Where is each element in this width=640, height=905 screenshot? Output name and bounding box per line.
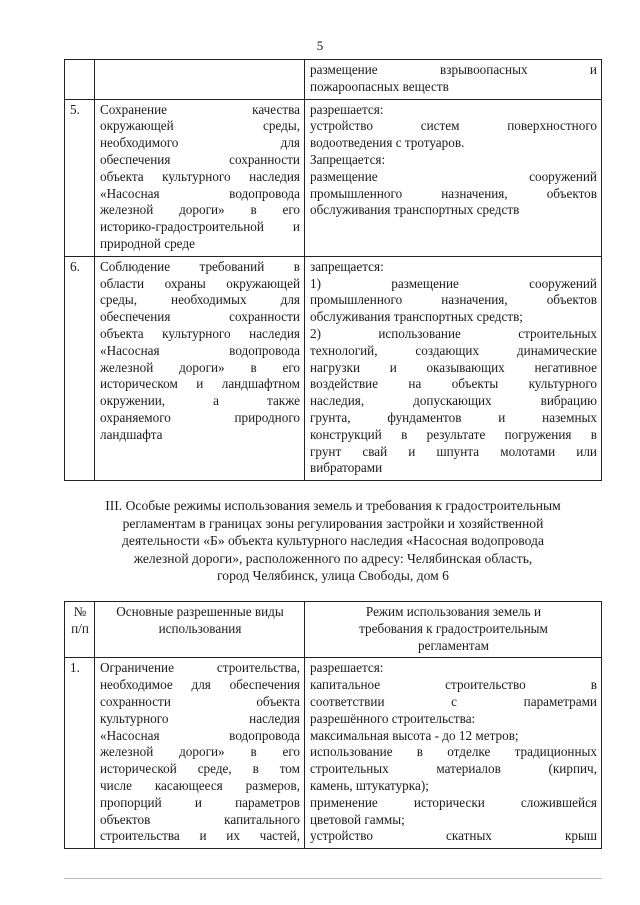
cell-line: объекта культурного наследия xyxy=(100,168,300,184)
heading-line: регламентам в границах зоны регулирования застройки и хозяйственной xyxy=(122,515,544,531)
cell-line: устройство систем поверхностного xyxy=(310,118,597,134)
cell-line: необходимое для обеспечения xyxy=(100,677,300,693)
table-row xyxy=(65,99,602,256)
cell-line: обслуживания транспортных средств xyxy=(310,202,520,218)
heading-line: III. Особые режимы использования земель и требования к градостроительным xyxy=(105,498,561,513)
cell-line: «Насосная водопровода xyxy=(100,342,300,358)
row-num xyxy=(65,60,95,100)
cell-line: объекта культурного наследия xyxy=(100,325,300,341)
cell-line: № xyxy=(73,604,87,619)
cell-line: культурного наследия xyxy=(100,710,300,726)
table-row xyxy=(65,658,602,849)
cell-line: размещение сооружений xyxy=(310,168,597,184)
cell-line: водоотведения с тротуаров. xyxy=(310,135,465,151)
cell-line: обслуживания транспортных средств; xyxy=(310,309,523,325)
row-num: 1. xyxy=(65,658,95,849)
cell-line: среды, необходимых для xyxy=(100,292,300,308)
row-num: 5. xyxy=(65,99,95,256)
table-header-row xyxy=(65,602,602,658)
cell-line: промышленного назначения, объектов xyxy=(310,185,597,201)
cell-line: «Насосная водопровода xyxy=(100,727,300,743)
cell-line: п/п xyxy=(71,620,89,636)
cell-line: историко-градостроительной и xyxy=(100,219,300,235)
cell-line: капитальное строительство в xyxy=(310,677,597,693)
table-row xyxy=(65,60,602,100)
section-heading xyxy=(64,497,602,585)
cell-line: 1) размещение сооружений xyxy=(310,275,597,291)
cell-line: Соблюдение требований в xyxy=(100,258,300,274)
cell-line: требования к градостроительным xyxy=(359,620,548,636)
row-permitted-use xyxy=(95,658,305,849)
cell-line: нагрузки и оказывающих негативное xyxy=(310,359,597,375)
cell-line: воздействие на объекты культурного xyxy=(310,376,597,392)
cell-line: охраняемого природного xyxy=(100,409,300,425)
cell-line: пропорций и параметров xyxy=(100,794,300,810)
cell-line: окружении, а также xyxy=(100,393,300,409)
cell-line: объектов капитального xyxy=(100,811,300,827)
cell-line: строительных материалов (кирпич, xyxy=(310,761,597,777)
cell-line: технологий, создающих динамические xyxy=(310,342,597,358)
row-regime xyxy=(305,658,602,849)
cell-line: обеспечения сохранности xyxy=(100,151,300,167)
cell-line: грунт свай и шпунта молотами или xyxy=(310,443,597,459)
cell-line: историческом и ландшафтном xyxy=(100,376,300,392)
row-permitted-use xyxy=(95,60,305,100)
cell-line: Режим использования земель и xyxy=(365,604,542,619)
row-regime xyxy=(305,256,602,480)
heading-line: город Челябинск, улица Свободы, дом 6 xyxy=(217,568,449,584)
cell-line: Ограничение строительства, xyxy=(100,660,300,676)
cell-line: природной среде xyxy=(100,235,195,251)
heading-line: железной дороги», расположенного по адресу: Челябинская область, xyxy=(133,550,533,566)
cell-line: запрещается: xyxy=(310,258,384,274)
cell-line: разрешается: xyxy=(310,660,384,676)
cell-line: железной дороги» в его xyxy=(100,744,300,760)
cell-line: сохранности объекта xyxy=(100,693,300,709)
cell-line: устройство скатных крыш xyxy=(310,828,597,844)
row-num: 6. xyxy=(65,256,95,480)
cell-line: размещение взрывоопасных и xyxy=(310,62,597,77)
cell-line: необходимого для xyxy=(100,135,300,151)
page-number: 5 xyxy=(316,38,324,53)
header-permitted-uses xyxy=(95,602,305,658)
cell-line: исторической среде, в том xyxy=(100,761,300,777)
cell-line: строительства и их частей, xyxy=(100,828,300,844)
cell-line: цветовой гаммы; xyxy=(310,811,405,827)
row-regime xyxy=(305,99,602,256)
regulations-table-bottom xyxy=(64,601,602,849)
cell-line: регламентам xyxy=(418,637,489,653)
regulations-table-top xyxy=(64,59,602,481)
cell-line: Запрещается: xyxy=(310,151,386,167)
cell-line: 2) использование строительных xyxy=(310,325,597,341)
cell-line: области охраны окружающей xyxy=(100,275,300,291)
cell-line: разрешённого строительства: xyxy=(310,710,476,726)
cell-line: конструкций в результате погружения в xyxy=(310,426,597,442)
cell-line: окружающей среды, xyxy=(100,118,300,134)
header-num xyxy=(65,602,95,658)
cell-line: обеспечения сохранности xyxy=(100,309,300,325)
cell-line: железной дороги» в его xyxy=(100,202,300,218)
row-regime xyxy=(305,60,602,100)
row-permitted-use xyxy=(95,256,305,480)
heading-line: деятельности «Б» объекта культурного наследия «Насосная водопровода xyxy=(122,533,544,549)
cell-line: железной дороги» в его xyxy=(100,359,300,375)
page-bottom-rule xyxy=(64,878,602,879)
cell-line: вибраторами xyxy=(310,460,383,476)
cell-line: ландшафта xyxy=(100,426,163,442)
cell-line: числе касающееся размеров, xyxy=(100,777,300,793)
cell-line: использования xyxy=(158,620,242,636)
cell-line: максимальная высота - до 12 метров; xyxy=(310,727,519,743)
cell-line: Основные разрешенные виды xyxy=(116,604,284,619)
header-regime xyxy=(305,602,602,658)
cell-line: промышленного назначения, объектов xyxy=(310,292,597,308)
cell-line: грунта, фундаментов и наземных xyxy=(310,409,597,425)
cell-line: пожароопасных веществ xyxy=(310,78,449,94)
row-permitted-use xyxy=(95,99,305,256)
cell-line: «Насосная водопровода xyxy=(100,185,300,201)
table-row xyxy=(65,256,602,480)
cell-line: использование в отделке традиционных xyxy=(310,744,597,760)
cell-line: соответствии с параметрами xyxy=(310,693,597,709)
cell-line: разрешается: xyxy=(310,101,384,117)
cell-line: Сохранение качества xyxy=(100,101,300,117)
cell-line: камень, штукатурка); xyxy=(310,777,429,793)
cell-line: наследия, допускающих вибрацию xyxy=(310,393,597,409)
cell-line: применение исторически сложившейся xyxy=(310,794,597,810)
